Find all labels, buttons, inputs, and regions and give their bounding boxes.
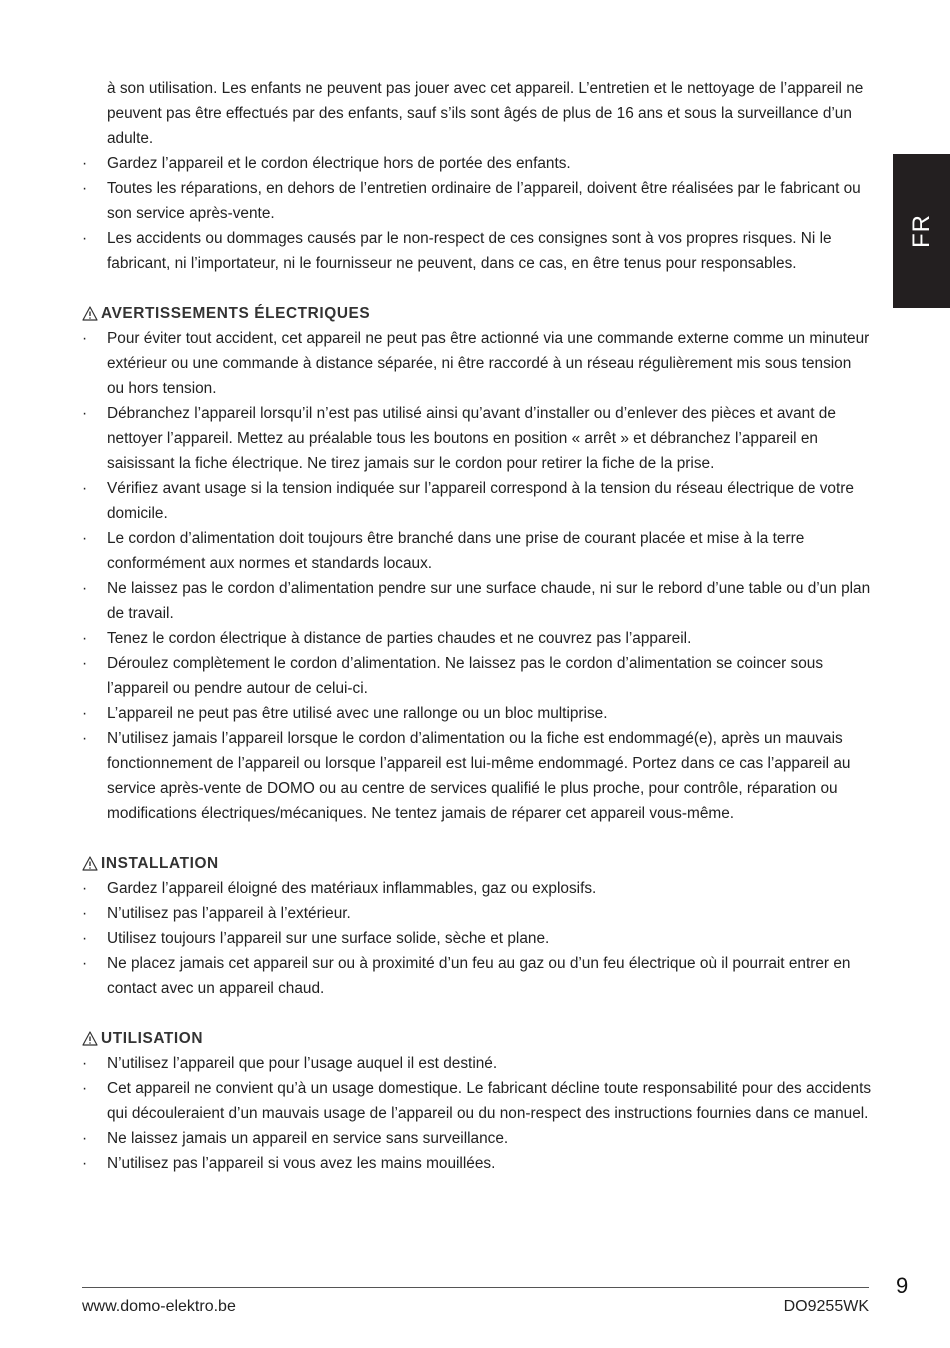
warning-triangle-icon xyxy=(82,306,98,321)
language-tab-label: FR xyxy=(907,214,935,248)
list-item xyxy=(82,476,872,526)
footer-model-number: DO9255WK xyxy=(783,1298,869,1315)
list-item-text: Ne laissez pas le cordon d’alimentation pendre sur une surface chaude, ni sur le rebord d’une table ou d’un plan de travail. xyxy=(107,580,871,622)
section-heading-text: INSTALLATION xyxy=(101,855,219,872)
bullet: · xyxy=(82,1055,88,1072)
list-item-text: L’appareil ne peut pas être utilisé avec une rallonge ou un bloc multiprise. xyxy=(107,705,608,722)
list-item xyxy=(82,876,872,901)
list-item xyxy=(82,151,872,176)
section-heading-text: AVERTISSEMENTS ÉLECTRIQUES xyxy=(101,305,371,322)
sections xyxy=(82,301,872,1176)
list-item xyxy=(82,901,872,926)
list-item-text: Cet appareil ne convient qu’à un usage domestique. Le fabricant décline toute responsabilité pour des accidents qui découleraient d’un mauvais usage de l’appareil ou du non-respect des instructions fournies dans ce manuel. xyxy=(107,1080,872,1122)
list-item xyxy=(82,526,872,576)
list-item xyxy=(82,226,872,276)
bullet: · xyxy=(82,580,88,597)
bullet: · xyxy=(82,630,88,647)
list-item-text: N’utilisez l’appareil que pour l’usage auquel il est destiné. xyxy=(107,1055,498,1072)
list-item xyxy=(82,951,872,1001)
bullet: · xyxy=(82,955,88,972)
section-heading xyxy=(82,851,872,876)
list-item xyxy=(82,651,872,701)
intro-continuation: à son utilisation. Les enfants ne peuvent pas jouer avec cet appareil. L’entretien et le nettoyage de l’appareil ne peuvent pas être effectués par des enfants, sauf s’ils sont âgés de plus de 16 ans et sous la surveillance d’un adulte. xyxy=(107,80,864,147)
list-item-text: Pour éviter tout accident, cet appareil ne peut pas être actionné via une commande externe comme un minuteur extérieur ou une commande à distance séparée, ni être raccordé à un réseau régulièrement mis sous tension ou hors tension. xyxy=(107,330,870,397)
footer-url: www.domo-elektro.be xyxy=(82,1298,236,1315)
section-heading-text: UTILISATION xyxy=(101,1030,204,1047)
warning-triangle-icon xyxy=(82,1031,98,1046)
list-item xyxy=(82,576,872,626)
list-item-text: Vérifiez avant usage si la tension indiquée sur l’appareil correspond à la tension du réseau électrique de votre domicile. xyxy=(107,480,854,522)
intro-list xyxy=(82,151,872,276)
bullet: · xyxy=(82,1080,88,1097)
list-item-text: Le cordon d’alimentation doit toujours être branché dans une prise de courant placée et mise à la terre conformément aux normes et standards locaux. xyxy=(107,530,805,572)
bullet: · xyxy=(82,880,88,897)
list-item xyxy=(82,401,872,476)
footer-divider xyxy=(82,1287,869,1288)
list-item-text: Gardez l’appareil et le cordon électrique hors de portée des enfants. xyxy=(107,155,571,172)
bullet: · xyxy=(82,730,88,747)
list-item-text: Ne placez jamais cet appareil sur ou à proximité d’un feu au gaz ou d’un feu électrique où il pourrait entrer en contact avec un appareil chaud. xyxy=(107,955,851,997)
bullet: · xyxy=(82,330,88,347)
bullet: · xyxy=(82,230,88,247)
list-item-text: N’utilisez jamais l’appareil lorsque le cordon d’alimentation ou la fiche est endommagé(e), après un mauvais fonctionnement de l’appareil ou lorsque l’appareil est lui-même endommagé. Portez dans ce cas l’appareil au service après-vente de DOMO ou au centre de services qualifié le plus proche, pour contrôle, réparation ou modifications électriques/mécaniques. Ne tentez jamais de réparer cet appareil vous-même. xyxy=(107,730,851,822)
bullet: · xyxy=(82,1130,88,1147)
section-heading xyxy=(82,301,872,326)
page-number: 9 xyxy=(896,1273,909,1298)
list-item xyxy=(82,926,872,951)
list-item-text: Les accidents ou dommages causés par le non-respect de ces consignes sont à vos propres risques. Ni le fabricant, ni l’importateur, ni le fournisseur ne peuvent, dans ce cas, en être tenus pour responsables. xyxy=(107,230,832,272)
list-item-text: N’utilisez pas l’appareil à l’extérieur. xyxy=(107,905,351,922)
list-item xyxy=(82,626,872,651)
list-item xyxy=(82,176,872,226)
list-item xyxy=(82,726,872,826)
list-item xyxy=(82,1076,872,1126)
list-item-text: Tenez le cordon électrique à distance de parties chaudes et ne couvrez pas l’appareil. xyxy=(107,630,692,647)
document-body xyxy=(82,76,872,1176)
list-item-text: Ne laissez jamais un appareil en service sans surveillance. xyxy=(107,1130,509,1147)
section xyxy=(82,1026,872,1176)
list-item xyxy=(82,701,872,726)
bullet: · xyxy=(82,155,88,172)
bullet: · xyxy=(82,530,88,547)
language-tab xyxy=(893,154,950,308)
list-item-text: Déroulez complètement le cordon d’alimentation. Ne laissez pas le cordon d’alimentation se coincer sous l’appareil ou pendre autour de celui-ci. xyxy=(107,655,824,697)
list-item-text: Toutes les réparations, en dehors de l’entretien ordinaire de l’appareil, doivent être réalisées par le fabricant ou son service après-vente. xyxy=(107,180,861,222)
bullet: · xyxy=(82,655,88,672)
list-item-text: Gardez l’appareil éloigné des matériaux inflammables, gaz ou explosifs. xyxy=(107,880,597,897)
list-item xyxy=(82,1151,872,1176)
list-item-text: Utilisez toujours l’appareil sur une surface solide, sèche et plane. xyxy=(107,930,550,947)
bullet: · xyxy=(82,705,88,722)
warning-triangle-icon xyxy=(82,856,98,871)
bullet: · xyxy=(82,930,88,947)
section xyxy=(82,301,872,826)
bullet: · xyxy=(82,180,88,197)
bullet: · xyxy=(82,405,88,422)
list-item-text: Débranchez l’appareil lorsqu’il n’est pas utilisé ainsi qu’avant d’installer ou d’enlever des pièces et avant de nettoyer l’appareil. Mettez au préalable tous les boutons en position « arrêt » et débranchez l’appareil en saisissant la fiche électrique. Ne tirez jamais sur le cordon pour retirer la fiche de la prise. xyxy=(107,405,836,472)
list-item xyxy=(82,1051,872,1076)
list-item xyxy=(82,326,872,401)
bullet: · xyxy=(82,480,88,497)
list-item xyxy=(82,1126,872,1151)
section-heading xyxy=(82,1026,872,1051)
bullet: · xyxy=(82,1155,88,1172)
list-item-text: N’utilisez pas l’appareil si vous avez les mains mouillées. xyxy=(107,1155,496,1172)
section xyxy=(82,851,872,1001)
bullet: · xyxy=(82,905,88,922)
